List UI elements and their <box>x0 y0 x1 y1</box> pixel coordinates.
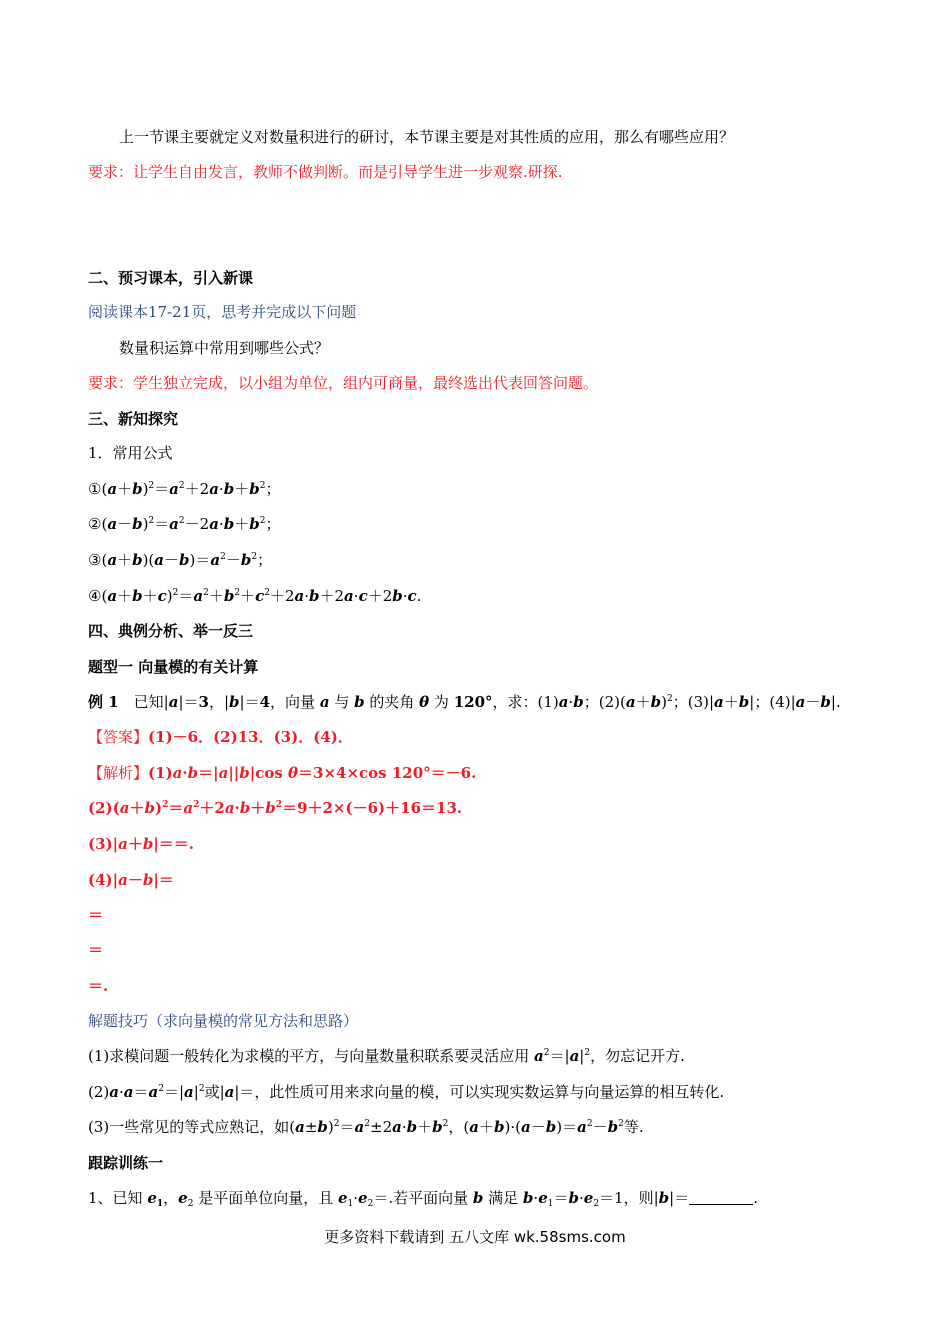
tip-1: (1)求模问题一般转化为求模的平方，与向量数量积联系要灵活应用 $a^2=|a|^2$，勿忘记开方. <box>88 1047 685 1065</box>
section2-heading: 二、预习课本，引入新课 <box>88 269 254 287</box>
page-footer: 更多资料下载请到 五八文库 wk.58sms.com <box>324 1228 626 1246</box>
section3-heading: 三、新知探究 <box>88 410 179 428</box>
formula-4: $④(a+b+c)^2=a^2+b^2+c^2+2a\cdot b+2a\cdot c+2b\cdot c$. <box>88 587 422 605</box>
analysis-4-step-3: ＝. <box>88 977 109 995</box>
section2-question: 数量积运算中常用到哪些公式？ <box>119 339 330 357</box>
analysis-1: 【解析】(1)a·b＝|a||b|cos θ＝3×4×cos 120°＝－6. <box>88 764 477 782</box>
intro-question: 上一节课主要就定义对数量积进行的研讨，本节课主要是对其性质的应用，那么有哪些应用？ <box>119 128 735 146</box>
formula-1: $①(a+b)^2=a^2+2a\cdot b+b^2$； <box>88 480 281 498</box>
intro-requirement: 要求：让学生自由发言，教师不做判断。而是引导学生进一步观察.研探. <box>88 163 563 181</box>
answer-tag: 【答案】 <box>88 728 149 746</box>
type1-title: 题型一 向量模的有关计算 <box>88 658 259 676</box>
formula-3: $③(a+b)(a-b)=a^2-b^2$； <box>88 551 273 569</box>
formulas-subheading: 1．常用公式 <box>88 444 173 462</box>
analysis-3: (3)|a＋b|＝＝. <box>88 835 195 853</box>
answer-blank[interactable] <box>689 1190 753 1205</box>
section2-reading: 阅读课本17-21页，思考并完成以下问题 <box>88 303 357 321</box>
example-1: 例 1 已知|a|＝3，|b|＝4，向量 a 与 b 的夹角 θ 为 120°，求：(1)a·b；$(2)(a+b)^2$；(3)|a＋b|；(4)|a－b|. <box>88 693 841 711</box>
analysis-4: (4)|a－b|＝ <box>88 871 174 889</box>
tip-2: $(2)a\cdot a=a^2=|a|^2$或|a|＝，此性质可用来求向量的模，可以实现实数运算与向量运算的相互转化. <box>88 1083 725 1101</box>
example-label: 例 1 <box>88 693 119 711</box>
tracking-title: 跟踪训练一 <box>88 1154 164 1172</box>
answer-text: (1)－6．(2)13．(3)．(4)． <box>148 728 353 746</box>
section2-requirement: 要求：学生独立完成，以小组为单位，组内可商量，最终选出代表回答问题。 <box>88 374 599 392</box>
analysis-4-step-2: ＝ <box>88 941 104 959</box>
tracking-exercise-1: 1、已知 $e_1$，$e_2$ 是平面单位向量，且 $e_1\cdot e_2=$.若平面向量 b 满足 $b\cdot e_1=b\cdot e_2=1$，则|b|＝ . <box>88 1189 758 1209</box>
tips-title: 解题技巧（求向量模的常见方法和思路） <box>88 1012 359 1030</box>
formula-2: $②(a-b)^2=a^2-2a\cdot b+b^2$； <box>88 515 281 533</box>
section4-heading: 四、典例分析、举一反三 <box>88 622 254 640</box>
analysis-2: $(2)(a+b)^2=a^2+2a\cdot b+b^2=9+2\times(-6)+16=13$. <box>88 799 463 817</box>
analysis-4-step-1: ＝ <box>88 906 104 924</box>
tip-3: (3)一些常见的等式应熟记，如$(a\pm b)^2=a^2\pm 2a\cdot b+b^2$，$(a+b)\cdot(a-b)=a^2-b^2$等. <box>88 1118 644 1136</box>
answer-line <box>88 727 353 747</box>
analysis-tag: 【解析】 <box>88 764 149 782</box>
